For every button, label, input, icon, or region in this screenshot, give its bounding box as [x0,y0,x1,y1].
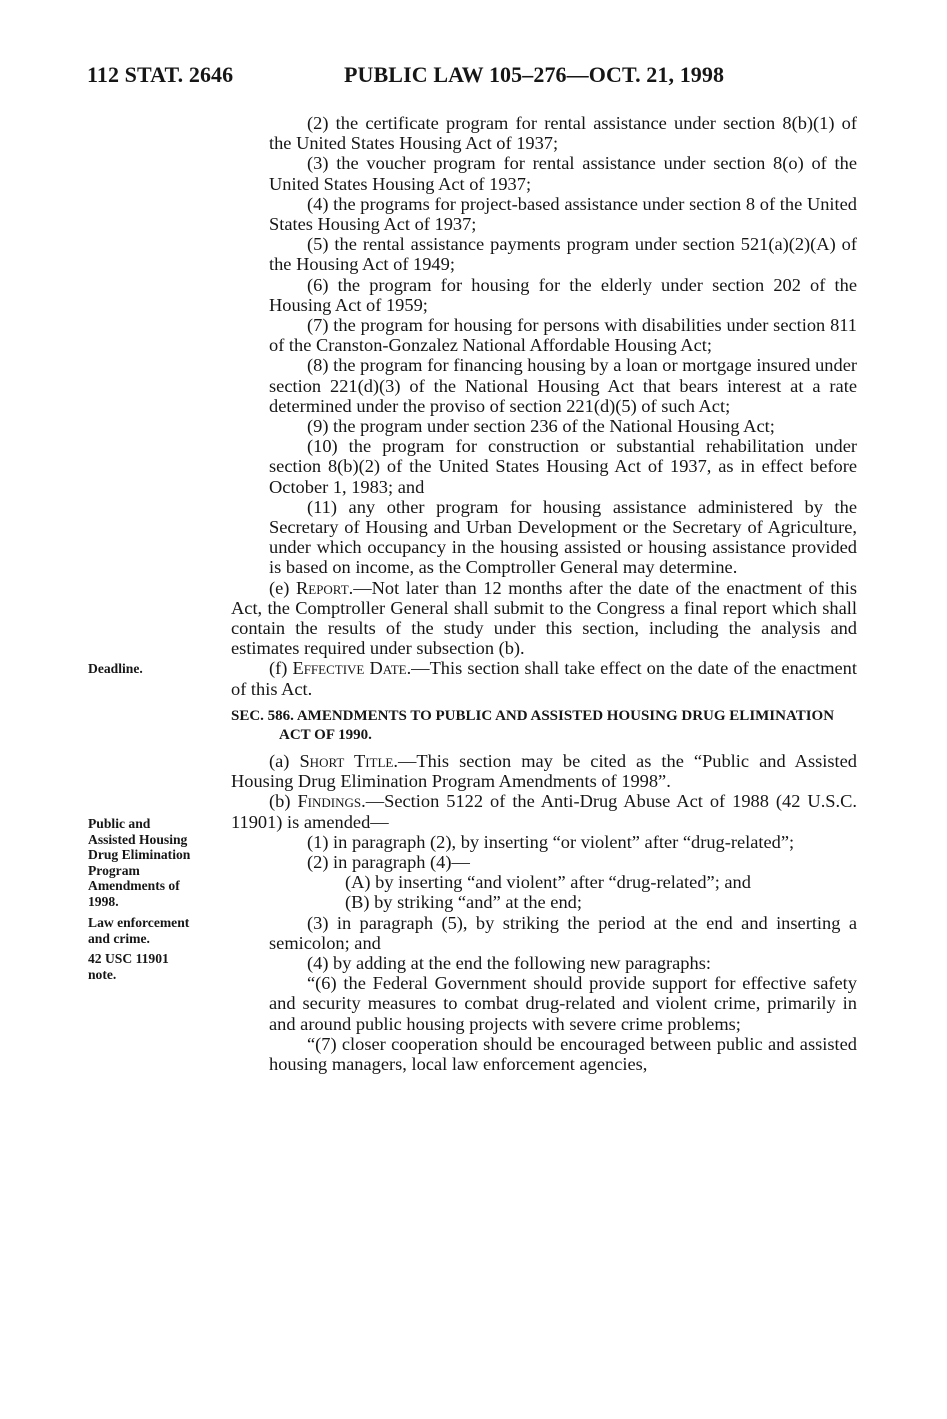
subsection-a-heading: Short Title [299,750,394,771]
subsection-f-heading: Effective Date [292,658,407,679]
subsection-a-short-title [231,751,857,791]
margin-note-law-enforcement: Law enforcement and crime. [88,915,190,946]
paragraph-3: (3) the voucher program for rental assistance under section 8(o) of the United States Housing Act of 1937; [269,153,857,194]
section-heading: SEC. 586. AMENDMENTS TO PUBLIC AND ASSISTED HOUSING DRUG ELIMINATION ACT OF 1990. [231,707,835,743]
paragraph-5: (5) the rental assistance payments program under section 521(a)(2)(A) of the Housing Act of 1949; [269,234,857,275]
paragraph-2: (2) the certificate program for rental assistance under section 8(b)(1) of the United States Housing Act of 1937; [269,113,857,154]
subsection-e-heading: Report [295,577,349,598]
paragraph-11: (11) any other program for housing assistance administered by the Secretary of Housing and Urban Development or the Secretary of Agriculture, under which occupancy in the housing assisted or housing assistance provided is based on income, as the Comptroller General may determine. [269,496,857,578]
new-paragraph-7: “(7) closer cooperation should be encouraged between public and assisted housing managers, local law enforcement agencies, [269,1033,857,1074]
subsection-b-heading: Findings [297,791,362,812]
subsection-b-findings [231,791,857,831]
subsection-e-label: (e) [269,577,296,598]
margin-note-deadline: Deadline. [88,661,143,676]
subsection-b-label: (b) [269,791,298,812]
findings-item-2: (2) in paragraph (4)— [307,851,470,872]
findings-item-2a: (A) by inserting “and violent” after “drug-related”; and [345,872,751,893]
findings-item-3: (3) in paragraph (5), by striking the period at the end and inserting a semicolon; and [269,912,857,953]
subsection-e-report [231,578,857,659]
paragraph-9: (9) the program under section 236 of the National Housing Act; [307,416,775,437]
margin-note-usc-citation: 42 USC 11901 note. [88,951,169,982]
subsection-f-label: (f) [269,658,293,679]
findings-item-1: (1) in paragraph (2), by inserting “or violent” after “drug-related”; [307,831,795,852]
paragraph-10: (10) the program for construction or substantial rehabilitation under section 8(b)(2) of the United States Housing Act of 1937, as in effect before October 1, 1983; and [269,436,857,497]
margin-note-program-title: Public and Assisted Housing Drug Elimination Program Amendments of 1998. [88,816,191,909]
paragraph-4: (4) the programs for project-based assistance under section 8 of the United States Housing Act of 1937; [269,193,857,235]
new-paragraph-6: “(6) the Federal Government should provide support for effective safety and security measures to combat drug-related and violent crime, primarily in and around public housing projects with severe crime problems; [269,973,857,1034]
paragraph-8: (8) the program for financing housing by a loan or mortgage insured under section 221(d)(3) of the National Housing Act that bears interest at a rate determined under the proviso of section 221(d)(5) of such Act; [269,355,857,416]
subsection-e-text: .—Not later than 12 months after the date of the enactment of this Act, the Comptroller General shall submit to the Congress a final report which shall contain the results of the study under this section, including the analysis and estimates required under subsection (b). [231,577,857,659]
paragraph-7: (7) the program for housing for persons with disabilities under section 811 of the Cranston-Gonzalez National Affordable Housing Act; [269,315,857,356]
paragraph-6: (6) the program for housing for the elderly under section 202 of the Housing Act of 1959; [269,274,857,315]
subsection-a-text: .—This section may be cited as the “Public and Assisted Housing Drug Elimination Program Amendments of 1998”. [231,750,857,792]
statute-page-number: 112 STAT. 2646 [87,62,234,87]
findings-item-2b: (B) by striking “and” at the end; [345,892,582,913]
subsection-f-effective-date [231,658,857,698]
subsection-a-label: (a) [269,750,300,771]
findings-item-4: (4) by adding at the end the following new paragraphs: [307,952,711,973]
main-text-column [231,113,857,1074]
subsection-b-text: .—Section 5122 of the Anti-Drug Abuse Act of 1988 (42 U.S.C. 11901) is amended— [231,791,857,832]
running-header: PUBLIC LAW 105–276—OCT. 21, 1998 [344,62,725,87]
subsection-f-text: .—This section shall take effect on the date of the enactment of this Act. [231,658,857,699]
